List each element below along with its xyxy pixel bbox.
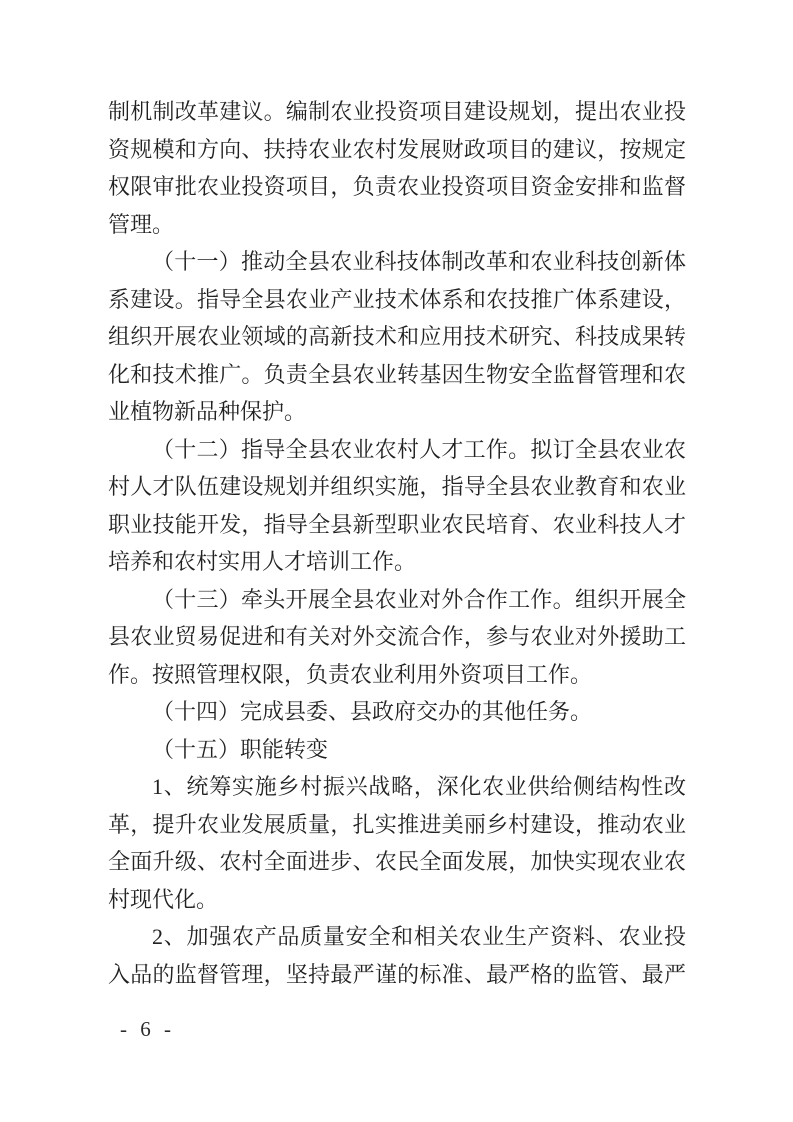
- text-line: （十五）职能转变: [152, 736, 329, 762]
- text-line: 化和技术推广。负责全县农业转基因生物安全监督管理和农: [108, 361, 686, 387]
- text-line: （十三）牵头开展全县农业对外合作工作。组织开展全: [152, 586, 686, 612]
- text-line: 全面升级、农村全面进步、农民全面发展，加快实现农业农: [108, 849, 686, 874]
- text-line: 革，提升农业发展质量，扎实推进美丽乡村建设，推动农业: [108, 811, 686, 837]
- text-line: 2、加强农产品质量安全和相关农业生产资料、农业投: [152, 924, 686, 949]
- page-number: - 6 -: [120, 1017, 173, 1041]
- text-line: （十四）完成县委、县政府交办的其他任务。: [152, 699, 593, 724]
- text-line: 培养和农村实用人才培训工作。: [108, 549, 417, 574]
- text-line: 管理。: [108, 211, 175, 237]
- document-body: [108, 93, 686, 993]
- text-line: 资规模和方向、扶持农业农村发展财政项目的建议，按规定: [108, 136, 686, 162]
- text-line: 职业技能开发，指导全县新型职业农民培育、农业科技人才: [108, 511, 686, 537]
- text-line: 县农业贸易促进和有关对外交流合作，参与农业对外援助工: [108, 624, 686, 649]
- text-line: 村人才队伍建设规划并组织实施，指导全县农业教育和农业: [108, 474, 686, 499]
- text-line: 作。按照管理权限，负责农业利用外资项目工作。: [108, 661, 593, 687]
- text-line: 入品的监督管理，坚持最严谨的标准、最严格的监管、最严: [108, 961, 686, 987]
- text-line: 系建设。指导全县农业产业技术体系和农技推广体系建设，: [108, 286, 686, 312]
- text-line: 1、统筹实施乡村振兴战略，深化农业供给侧结构性改: [152, 774, 686, 799]
- text-line: （十二）指导全县农业农村人才工作。拟订全县农业农: [152, 436, 686, 462]
- text-line: 村现代化。: [108, 886, 219, 912]
- text-line: 业植物新品种保护。: [108, 399, 307, 424]
- text-line: 组织开展农业领域的高新技术和应用技术研究、科技成果转: [108, 324, 686, 349]
- text-line: （十一）推动全县农业科技体制改革和农业科技创新体: [152, 249, 686, 274]
- text-line: 权限审批农业投资项目，负责农业投资项目资金安排和监督: [108, 174, 686, 199]
- text-line: 制机制改革建议。编制农业投资项目建设规划，提出农业投: [108, 99, 686, 124]
